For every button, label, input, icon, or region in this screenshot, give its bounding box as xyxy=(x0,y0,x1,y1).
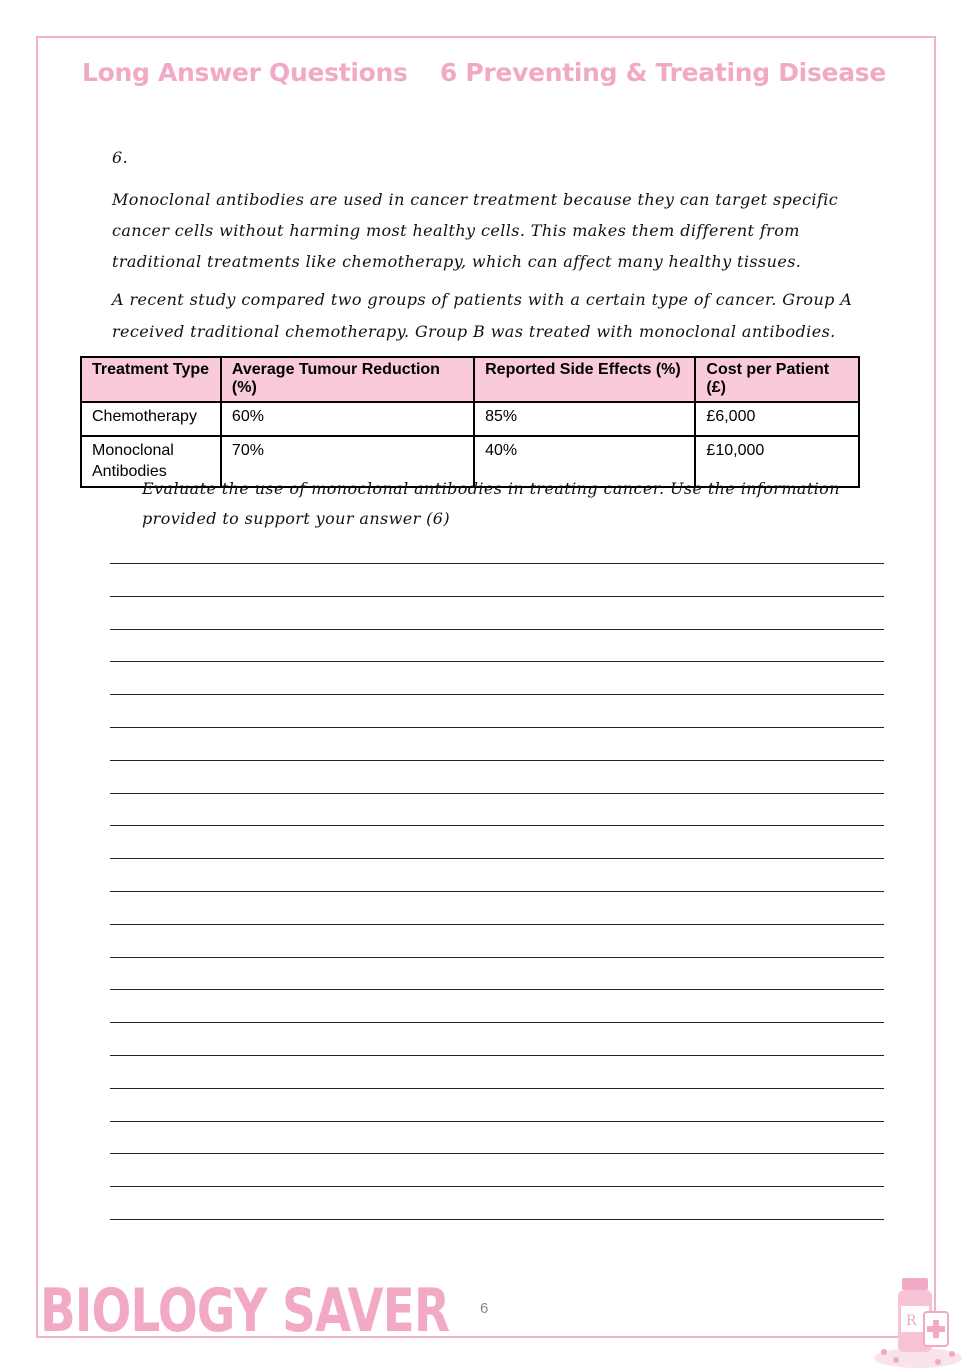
answer-line[interactable] xyxy=(110,1121,884,1154)
answer-line[interactable] xyxy=(110,957,884,990)
answer-line[interactable] xyxy=(110,989,884,1022)
cell-tumour-reduction: 70% xyxy=(221,436,474,487)
table-row xyxy=(81,402,859,436)
answer-line[interactable] xyxy=(110,858,884,891)
svg-text:R: R xyxy=(906,1313,917,1329)
question-intro-paragraph: Monoclonal antibodies are used in cancer treatment because they can target specific cancer cells without harming most healthy cells. This makes them different from traditional treatments like chemotherapy, which can affect many healthy tissues. xyxy=(112,190,839,271)
cell-tumour-reduction: 60% xyxy=(221,402,474,436)
answer-line[interactable] xyxy=(110,1055,884,1088)
question-number: 6. xyxy=(112,148,129,167)
answer-line[interactable] xyxy=(110,1186,884,1219)
answer-line[interactable] xyxy=(110,793,884,826)
answer-line[interactable] xyxy=(110,1153,884,1186)
answer-line[interactable] xyxy=(110,891,884,924)
table-header-row xyxy=(81,357,859,402)
question-study-paragraph: A recent study compared two groups of patients with a certain type of cancer. Group A received traditional chemotherapy. Group B was treated with monoclonal antibodies. xyxy=(112,290,853,341)
header-side-effects: Reported Side Effects (%) xyxy=(474,357,695,402)
answer-line[interactable] xyxy=(110,924,884,957)
answer-line[interactable] xyxy=(110,661,884,694)
cell-cost: £10,000 xyxy=(695,436,859,487)
pill-bottle-icon xyxy=(868,1270,966,1370)
header-section-title: Long Answer Questions xyxy=(82,58,408,87)
header-treatment-type: Treatment Type xyxy=(81,357,221,402)
treatment-comparison-table xyxy=(80,356,860,488)
cell-side-effects: 85% xyxy=(474,402,695,436)
answer-line[interactable] xyxy=(110,825,884,858)
page-number: 6 xyxy=(480,1300,489,1317)
cell-side-effects: 40% xyxy=(474,436,695,487)
header-topic-title: 6 Preventing & Treating Disease xyxy=(439,58,886,87)
answer-line[interactable] xyxy=(110,1088,884,1121)
cell-treatment: Monoclonal Antibodies xyxy=(81,436,221,487)
answer-line[interactable] xyxy=(110,629,884,662)
answer-line[interactable] xyxy=(110,1022,884,1055)
cell-cost: £6,000 xyxy=(695,402,859,436)
header-tumour-reduction: Average Tumour Reduction (%) xyxy=(221,357,474,402)
answer-line[interactable] xyxy=(110,596,884,629)
answer-line[interactable] xyxy=(110,727,884,760)
cell-treatment: Chemotherapy xyxy=(81,402,221,436)
answer-line[interactable] xyxy=(110,760,884,793)
question-prompt: Evaluate the use of monoclonal antibodies in treating cancer. Use the information provided to support your answer (6) xyxy=(142,479,840,528)
biology-saver-logo: BIOLOGY SAVER xyxy=(40,1276,450,1346)
answer-line[interactable] xyxy=(110,563,884,596)
answer-line[interactable] xyxy=(110,1219,884,1252)
header-cost: Cost per Patient (£) xyxy=(695,357,859,402)
answer-lines[interactable] xyxy=(110,563,884,1252)
answer-line[interactable] xyxy=(110,694,884,727)
